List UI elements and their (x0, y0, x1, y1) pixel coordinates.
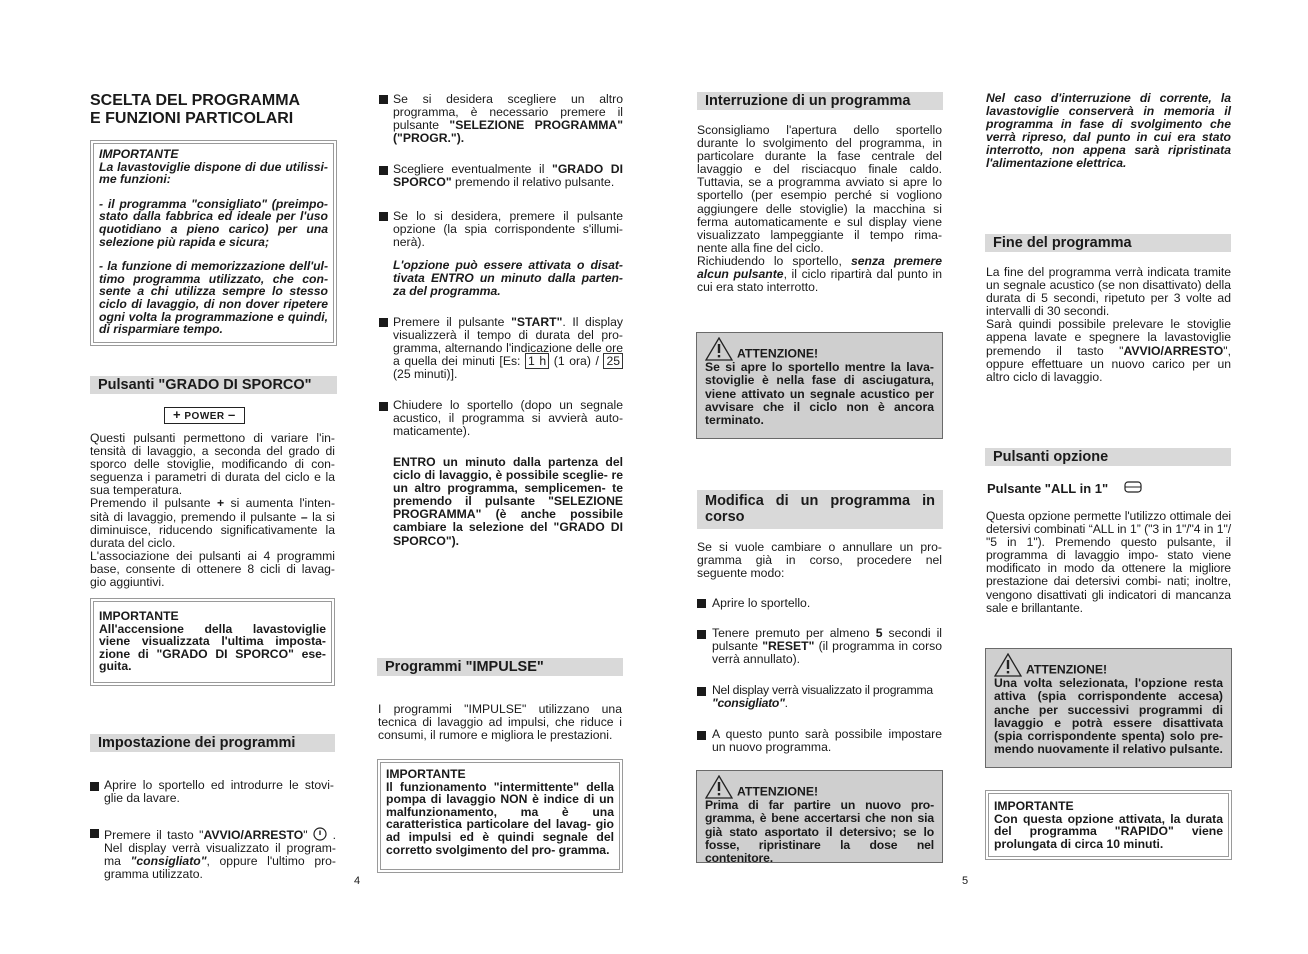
interruzione-text (697, 124, 942, 294)
fine-paragraph-2 (986, 318, 1231, 383)
c2-bullet-1 (393, 93, 623, 145)
note-interruzione-corrente: Nel caso d'interruzione di corrente, la lavastoviglie conserverà in memoria il programma in fase di svolgimento che verrà ripreso, dal punto in cui era stato interrotto, non appena sarà ripristinata l'alimentazione elettrica. (986, 91, 1231, 171)
box-text: Il funzionamento "intermittente" della pompa di lavaggio NON è indice di un malfunzionamento, ma è una caratteristica particolare del lavag- gio ad impulsi ed è quindi segnale del corretto svolgimento del pro- gramma. (386, 779, 614, 857)
consigliato-label: "consigliato" (130, 854, 207, 869)
minus-icon: – (227, 407, 236, 422)
mod-bullet-4: A questo punto sarà possibile impostare un nuovo programma. (712, 727, 942, 755)
section-heading-interruzione: Interruzione di un programma (697, 92, 943, 110)
grado-description (90, 432, 335, 589)
allin1-text: Questa opzione permette l'utilizzo ottimale dei detersivi combinati “ALL in 1” ("3 in 1"/"4 in 1"/ "5 in 1"). Premendo questo pulsante, il programma di lavaggio impo- stato viene modificato in modo da ottenere la migliore prestazione dai detersivi combi- nati; inoltre, vengono disattivati gli indicatori di mancanza sale e brillantante. (986, 509, 1231, 615)
important-box-rapido (985, 790, 1232, 860)
warning-icon (705, 337, 733, 361)
c2-note-entro: ENTRO un minuto dalla partenza del ciclo di lavaggio, è possibile sceglie- re un altro programma, semplicemen- te premendo il pulsante "SELEZIONE PROGRAMMA" (è anche possibile cambiare la selezione del "GRADO DI SPORCO"). (393, 455, 623, 548)
text-span: Premere il pulsante (393, 315, 505, 329)
warning-heading-text: ATTENZIONE! (1026, 662, 1108, 677)
text-span: ", oppure effettuare un nuovo carico per un altro ciclo di lavaggio. (986, 343, 1231, 384)
bullet-icon (697, 687, 706, 696)
bullet-icon (90, 782, 99, 791)
text-span: la si diminuisce, riducendo significativamente la durata del ciclo. (90, 509, 335, 550)
allin1-title-text: Pulsante "ALL in 1" (987, 481, 1109, 496)
text-span: premendo il relativo pulsante. (455, 175, 615, 190)
box-item-1: - il programma "consigliato" (preimpo- stato dalla fabbrica ed ideale per l'uso quotidiano a pieno carico) per una selezione più rapida e sicura; (99, 196, 328, 249)
minus-symbol: – (300, 509, 308, 524)
bullet-icon (90, 829, 99, 838)
power-label: POWER (184, 411, 225, 422)
plus-symbol: + (216, 496, 225, 511)
text-span: Premere il tasto " (104, 828, 204, 842)
text-span: (1 ora) / (553, 354, 599, 369)
text-span: Premendo il pulsante (90, 496, 211, 511)
grado-paragraph-1: Questi pulsanti permettono di variare l'in- tensità di lavaggio, a seconda del grado di sporco delle stoviglie, modificando di con- seguenza i parametri di durata del ciclo e la sua temperatura. (90, 431, 335, 498)
power-buttons-icon (164, 407, 245, 424)
warning-text: Prima di far partire un nuovo pro- gramma, è bene accertarsi che non sia già stato asportato il detersivo; se lo fosse, ripristinare la dose nel contenitore. (705, 798, 934, 866)
section-heading-fine: Fine del programma (985, 234, 1231, 252)
important-box-impulse (377, 759, 623, 873)
section-heading-impulse: Programmi "IMPULSE" (377, 658, 623, 676)
bullet-icon (379, 166, 388, 175)
text-span: (25 minuti)]. (393, 367, 458, 382)
box-heading: IMPORTANTE (386, 767, 466, 781)
text-span: . Il display visualizzerà il tempo di durata del pro- gramma, alternando l'indicazione delle ore a quella dei minuti [Es: (393, 315, 623, 369)
start-label: "START" (511, 315, 563, 329)
box-heading: IMPORTANTE (994, 799, 1074, 813)
modifica-intro: Se si vuole cambiare o annullare un pro- gramma già in corso, procedere nel seguente modo: (697, 540, 942, 581)
interruzione-paragraph-2 (697, 255, 942, 294)
text-span: si aumenta l'inten- sità di lavaggio, premendo il pulsante (90, 496, 336, 524)
box-heading: IMPORTANTE (99, 609, 179, 623)
section-heading-grado-sporco: Pulsanti "GRADO DI SPORCO" (90, 376, 337, 394)
bold-span: "GRADO DI SPORCO" (393, 162, 623, 190)
imp-bullet-2 (104, 827, 336, 881)
warning-heading (994, 653, 1223, 677)
c2-bullet-3: Se lo si desidera, premere il pulsante opzione (la spia corrispondente s'illumi- nerà). (393, 209, 623, 250)
text-span: , il ciclo ripartirà dal punto in cui era stato interrotto. (697, 267, 942, 295)
c2-bullet-2 (393, 163, 623, 189)
warning-heading-text: ATTENZIONE! (737, 784, 819, 799)
box-text: All'accensione della lavastoviglie viene visualizzata l'ultima imposta- zione di "GRADO DI SPORCO" ese- guita. (99, 621, 326, 674)
mod-bullet-1: Aprire lo sportello. (712, 596, 811, 610)
reset-label: "RESET" (762, 639, 815, 654)
plus-icon: + (173, 407, 182, 422)
text-span: Richiudendo lo sportello, (697, 253, 842, 268)
section-heading-modifica: Modifica di un programma in corso (697, 490, 943, 529)
text-span: Nel display verrà visualizzato il programma (712, 683, 933, 697)
mod-bullet-3 (712, 684, 944, 710)
page-title-line-1: SCELTA DEL PROGRAMMA (90, 92, 301, 109)
bullet-icon (379, 212, 388, 221)
text-span: Sarà quindi possibile prelevare le stoviglie appena lavate e spegnere la lavastoviglie premendo il tasto " (986, 317, 1231, 358)
display-minutes: 25 (603, 353, 623, 369)
c2-bullet-4 (393, 316, 623, 381)
bullet-icon (379, 318, 388, 327)
imp-bullet-1: Aprire lo sportello ed introdurre le stovi- glie da lavare. (104, 778, 334, 806)
box-intro: La lavastoviglie dispone di due utilissi- me funzioni: (99, 159, 328, 187)
impulse-text: I programmi "IMPULSE" utilizzano una tecnica di lavaggio ad impulsi, che riduce i consumi, il rumore e migliora le prestazioni. (378, 702, 622, 743)
warning-box-opzione (985, 648, 1232, 768)
c2-bullet-5: Chiudere lo sportello (dopo un segnale acustico, il programma si avvierà auto- maticamente). (393, 398, 623, 439)
fine-paragraph-1: La fine del programma verrà indicata tramite un segnale acustico (se non disattivato) della durata di 5 secondi, ripetuto per 3 volte ad intervalli di 30 secondi. (986, 265, 1231, 319)
page-number-right: 5 (962, 875, 969, 887)
allin1-title (987, 480, 1142, 496)
bold-span: 5 (875, 626, 883, 640)
important-box-functions (90, 140, 337, 346)
mod-bullet-2 (712, 627, 942, 666)
text-span: . (784, 696, 788, 711)
warning-heading (705, 337, 934, 361)
text-span: , oppure l'ultimo pro- gramma utilizzato. (104, 854, 336, 882)
consigliato-label: "consigliato" (712, 696, 785, 711)
section-heading-impostazione: Impostazione dei programmi (90, 734, 335, 752)
bullet-icon (697, 599, 706, 608)
box-text: Con questa opzione attivata, la durata del programma "RAPIDO" viene prolungata di circa 10 minuti. (994, 811, 1223, 851)
box-heading: IMPORTANTE (99, 147, 179, 161)
text-span: " (303, 828, 308, 842)
power-icon (313, 827, 327, 841)
avvio-arresto-label: AVVIO/ARRESTO (203, 828, 304, 842)
all-in-1-icon (1124, 480, 1142, 494)
bullet-icon (379, 402, 388, 411)
text-span: Se si desidera scegliere un altro programma, è necessario premere il pulsante (393, 92, 623, 133)
text-span: Scegliere eventualmente il (393, 162, 545, 176)
warning-icon (705, 775, 733, 799)
box-item-2: - la funzione di memorizzazione dell'ul- timo programma utilizzato, che con- sente a chi utilizza sempre lo stesso ciclo di lavaggio, di non dover ripetere ogni volta la programmazione e quindi, di risparmiare tempo. (99, 259, 328, 337)
page-title-line-2: E FUNZIONI PARTICOLARI (90, 110, 294, 127)
text-span: . Nel display verrà visualizzato il program- ma (104, 828, 337, 869)
warning-heading-text: ATTENZIONE! (737, 346, 819, 361)
bullet-icon (379, 95, 388, 104)
warning-box-detersivo (696, 770, 943, 866)
bullet-icon (697, 630, 706, 639)
fine-text (986, 266, 1231, 384)
text-span: Tenere premuto per almeno (712, 626, 870, 640)
grado-paragraph-3: L'associazione dei pulsanti ai 4 programmi base, consente di ottenere 8 cicli di lavag- gio aggiuntivi. (90, 548, 335, 590)
bold-span: "SELEZIONE PROGRAMMA" ("PROGR."). (393, 118, 623, 146)
page-number-left: 4 (354, 875, 361, 887)
warning-text: Se si apre lo sportello mentre la lava- stoviglie è nella fase di asciugatura, viene attivato un segnale acustico per avvisare che il ciclo non è ancora terminato. (705, 360, 934, 428)
page-title (90, 92, 340, 128)
warning-box-asciugatura (696, 332, 943, 439)
bullet-icon (697, 731, 706, 740)
avvio-arresto-label: AVVIO/ARRESTO (1123, 343, 1224, 358)
warning-icon (994, 653, 1022, 677)
text-span: secondi il pulsante (712, 626, 943, 654)
bold-italic-span: senza premere alcun pulsante (697, 253, 942, 282)
warning-text: Una volta selezionata, l'opzione resta attiva (spia corrispondente accesa) anche per successivi programmi di lavaggio e potrà essere disattivata (spia corrispondente spenta) solo pre- mendo nuovamente il relativo pulsante. (994, 676, 1223, 757)
display-hours: 1 h (525, 353, 549, 369)
important-box-grado (90, 598, 335, 686)
c2-note-option: L'opzione può essere attivata o disat- tivata ENTRO un minuto dalla parten- za del programma. (393, 258, 623, 299)
grado-paragraph-2 (90, 497, 335, 549)
section-heading-opzione: Pulsanti opzione (985, 448, 1231, 466)
text-span: (il programma in corso verrà annullato). (712, 639, 943, 667)
warning-heading (705, 775, 934, 799)
interruzione-paragraph-1: Sconsigliamo l'apertura dello sportello durante lo svolgimento del programma, in particolare durante la fase centrale del lavaggio e del risciacquo finale caldo. Tuttavia, se a programma avviato si apre lo sportello (per esempio perché si vogliono aggiungere delle stoviglie) la macchina si ferma automaticamente e sul display viene visualizzato lampeggiante il tempo rima- nente alla fine del ciclo. (697, 123, 942, 255)
